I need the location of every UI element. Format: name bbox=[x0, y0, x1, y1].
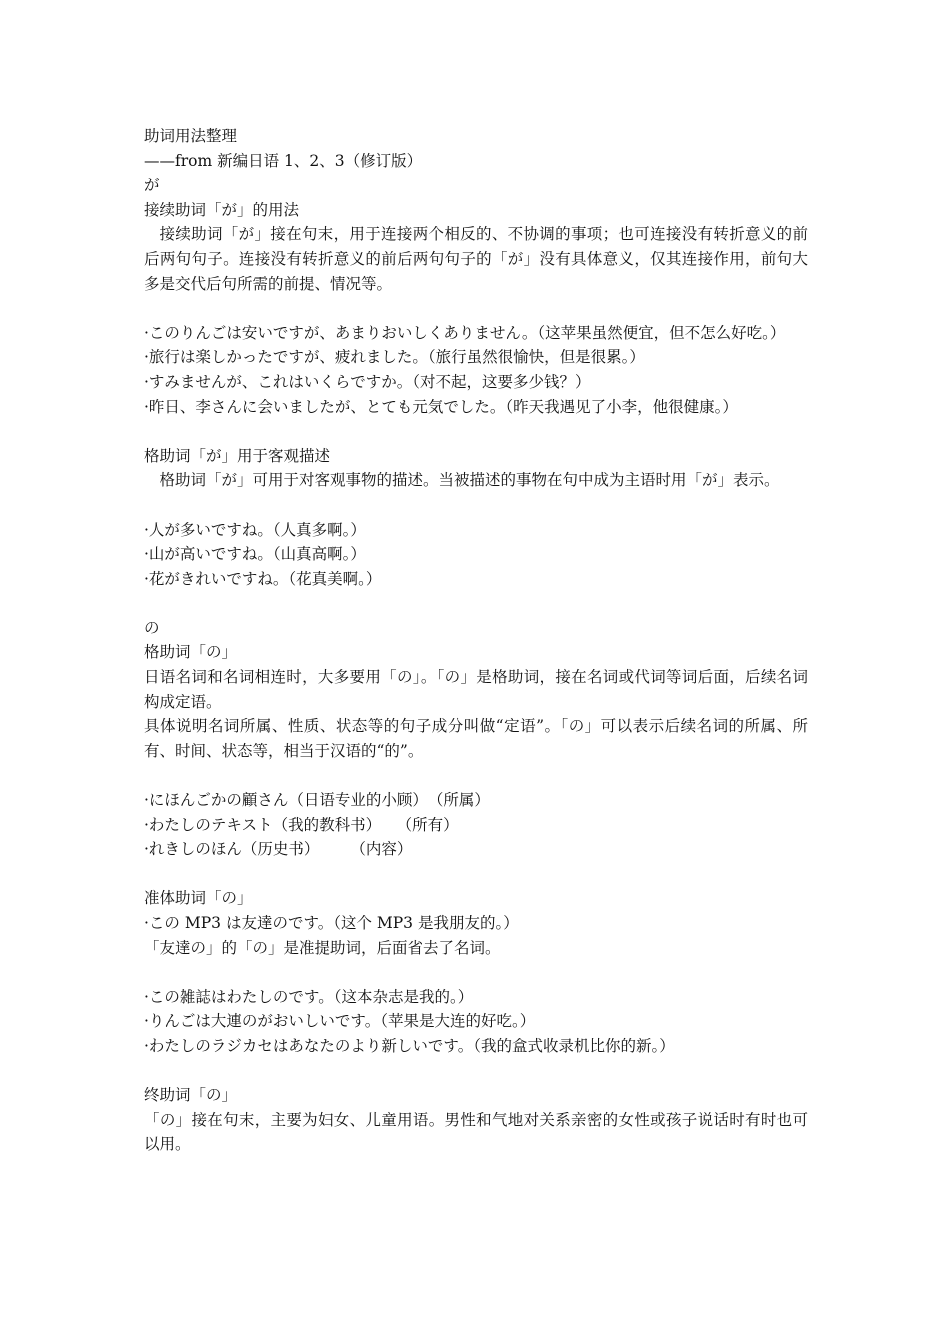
paragraph-setsuzoku-ga: 接续助词「が」接在句末，用于连接两个相反的、不协调的事项；也可连接没有转折意义的前后两句句子。连接没有转折意义的前后两句句子的「が」没有具体意义，仅其连接作用，前句大多是交代后句所需的前提、情况等。 bbox=[144, 225, 808, 293]
example-item: ·すみませんが、これはいくらですか。（对不起，这要多少钱？） bbox=[144, 372, 591, 391]
example-item: ·この雑誌はわたしのです。（这本杂志是我的。） bbox=[144, 987, 474, 1006]
subheading-kaku-ga: 格助词「が」用于客观描述 bbox=[144, 446, 331, 465]
example-item: ·人が多いですね。（人真多啊。） bbox=[144, 520, 366, 539]
example-item: ·この MP3 は友達のです。（这个 MP3 是我朋友的。） bbox=[144, 914, 519, 932]
example-item: ·にほんごかの顧さん（日语专业的小顾） （所属） bbox=[144, 791, 490, 810]
blank-line bbox=[144, 960, 808, 985]
example-item: ·花がきれいですね。（花真美啊。） bbox=[144, 569, 382, 588]
example-item: ·山が高いですね。（山真高啊。） bbox=[144, 545, 366, 564]
source-line: ——from 新编日语 1、2、3（修订版） bbox=[144, 151, 423, 170]
example-item: ·昨日、李さんに会いましたが、とても元気でした。（昨天我遇见了小李，他很健康。） bbox=[144, 397, 738, 416]
paragraph-shu-no: 「の」接在句末，主要为妇女、儿童用语。男性和气地对关系亲密的女性或孩子说话时有时也可以用。 bbox=[144, 1110, 808, 1154]
example-item: ·れきしのほん（历史书） （内容） bbox=[144, 840, 413, 859]
section-heading-ga: が bbox=[144, 176, 160, 195]
paragraph-kaku-no-2: 具体说明名词所属、性质、状态等的句子成分叫做“定语”。「の」可以表示后续名词的所属、所有、时间、状态等，相当于汉语的“的”。 bbox=[144, 717, 808, 760]
blank-line bbox=[144, 862, 808, 887]
paragraph-kaku-ga: 格助词「が」可用于对客观事物的描述。当被描述的事物在句中成为主语时用「が」表示。 bbox=[159, 471, 780, 490]
blank-line bbox=[144, 493, 808, 518]
paragraph-kaku-no-1: 日语名词和名词相连时，大多要用「の」。「の」是格助词，接在名词或代词等词后面，后续名词构成定语。 bbox=[144, 668, 808, 711]
document-title: 助词用法整理 bbox=[144, 127, 238, 145]
subheading-shu-no: 终助词「の」 bbox=[144, 1086, 238, 1105]
blank-line bbox=[144, 591, 808, 616]
example-item: ·りんごは大連のがおいしいです。（苹果是大连的好吃。） bbox=[144, 1012, 536, 1031]
example-item: ·わたしのテキスト（我的教科书） （所有） bbox=[144, 815, 459, 834]
blank-line bbox=[144, 763, 808, 788]
subheading-kaku-no: 格助词「の」 bbox=[144, 643, 238, 662]
document-page bbox=[144, 124, 808, 1157]
blank-line bbox=[144, 1059, 808, 1084]
blank-line bbox=[144, 419, 808, 444]
subheading-juntai-no: 准体助词「の」 bbox=[144, 889, 253, 908]
example-item: ·わたしのラジカセはあなたのより新しいです。（我的盒式收录机比你的新。） bbox=[144, 1036, 675, 1055]
section-heading-no: の bbox=[144, 618, 160, 637]
subheading-setsuzoku-ga: 接续助词「が」的用法 bbox=[144, 200, 300, 219]
blank-line bbox=[144, 296, 808, 321]
note-line: 「友達の」的「の」是准提助词，后面省去了名词。 bbox=[144, 938, 501, 957]
example-item: ·このりんごは安いですが、あまりおいしくありません。（这苹果虽然便宜，但不怎么好吃。） bbox=[144, 323, 786, 342]
example-item: ·旅行は楽しかったですが、疲れました。（旅行虽然很愉快，但是很累。） bbox=[144, 348, 645, 367]
